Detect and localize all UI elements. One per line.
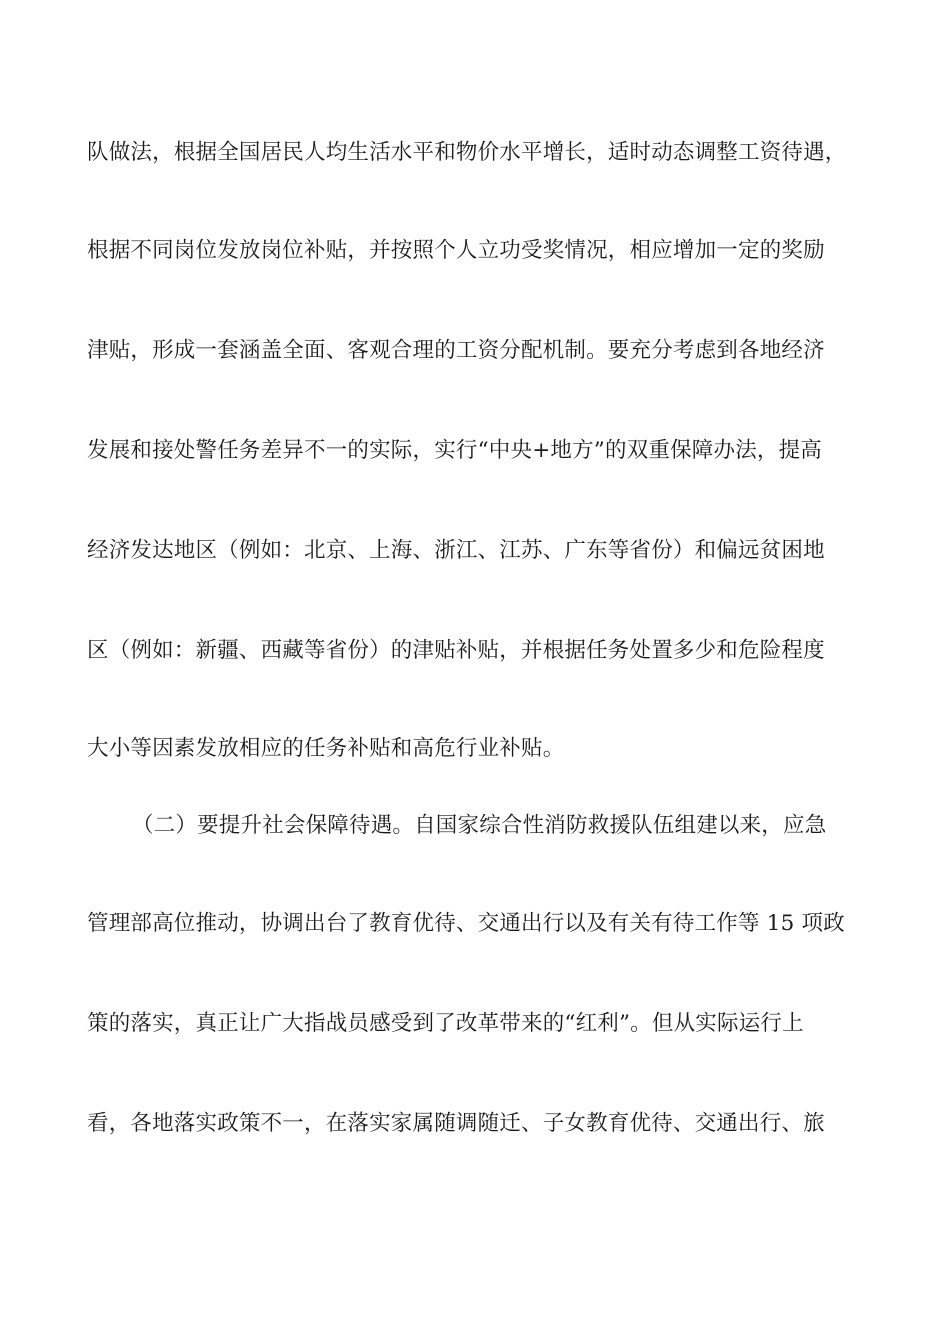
paragraph-line: 根据不同岗位发放岗位补贴，并按照个人立功受奖情况，相应增加一定的奖励	[87, 238, 825, 263]
paragraph-line: 队做法，根据全国居民人均生活水平和物价水平增长，适时动态调整工资待遇，	[87, 140, 847, 165]
paragraph-line: 管理部高位推动，协调出台了教育优待、交通出行以及有关有待工作等 15 项政	[87, 911, 845, 936]
paragraph-line: 策的落实，真正让广大指战员感受到了改革带来的“红利”。但从实际运行上	[87, 1011, 804, 1036]
paragraph-line: 津贴，形成一套涵盖全面、客观合理的工资分配机制。要充分考虑到各地经济	[87, 338, 825, 363]
paragraph-line: 大小等因素发放相应的任务补贴和高危行业补贴。	[87, 736, 565, 761]
paragraph-line: 经济发达地区（例如：北京、上海、浙江、江苏、广东等省份）和偏远贫困地	[87, 538, 825, 563]
paragraph-line: 发展和接处警任务差异不一的实际，实行“中央+地方”的双重保障办法，提高	[87, 438, 823, 463]
paragraph-line: 看，各地落实政策不一，在落实家属随调随迁、子女教育优待、交通出行、旅	[87, 1111, 825, 1136]
paragraph-line: 区（例如：新疆、西藏等省份）的津贴补贴，并根据任务处置多少和危险程度	[87, 638, 825, 663]
section-heading-line: （二）要提升社会保障待遇。自国家综合性消防救援队伍组建以来，应急	[132, 813, 827, 838]
